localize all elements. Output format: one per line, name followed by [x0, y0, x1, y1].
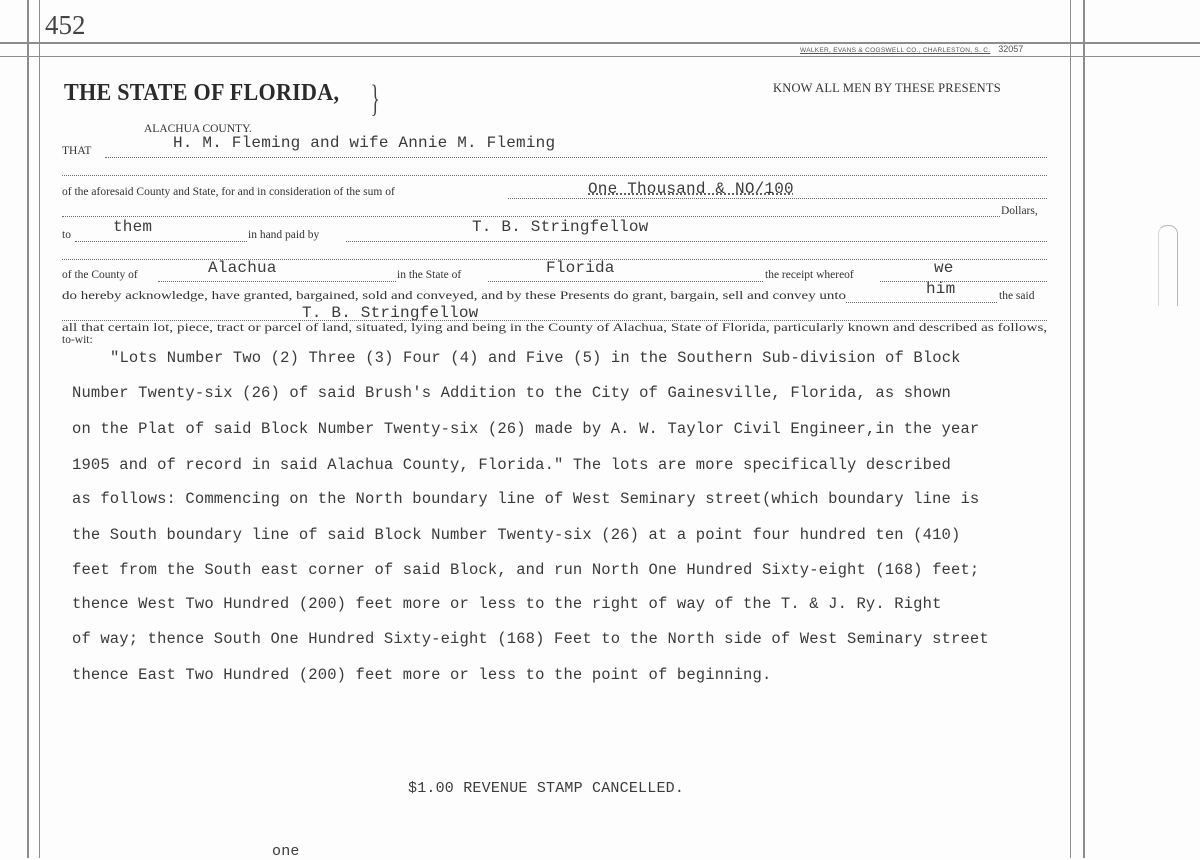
to-dotline — [75, 241, 247, 242]
county-of-label: of the County of — [62, 269, 138, 281]
paid-by-label: in hand paid by — [248, 229, 320, 241]
state-dotline — [488, 281, 763, 282]
consideration-label: of the aforesaid County and State, for and in consideration of the sum of — [62, 186, 395, 198]
description-line: thence East Two Hundred (200) feet more or less to the point of beginning. — [72, 666, 772, 684]
paid-by-value: T. B. Stringfellow — [472, 218, 649, 236]
paid-by-dotline — [346, 241, 1047, 242]
description-line: Number Twenty-six (26) of said Brush's Addition to the City of Gainesville, Florida, as shown — [72, 384, 951, 402]
printer-name: WALKER, EVANS & COGSWELL CO., CHARLESTON, S. C. — [800, 47, 991, 54]
margin-rule-right-outer — [1083, 0, 1085, 858]
state-title: THE STATE OF FLORIDA, — [64, 80, 340, 106]
land-label: all that certain lot, piece, tract or parcel of land, situated, lying and being in the County of Alachua, State of Florida, particularly known and described as follows, — [62, 322, 1048, 334]
know-all-men: KNOW ALL MEN BY THESE PRESENTS — [773, 81, 1001, 95]
form-number: 32057 — [998, 44, 1024, 54]
margin-rule-left-outer — [27, 0, 29, 858]
description-line: as follows: Commencing on the North boundary line of West Seminary street(which boundary line is — [72, 490, 980, 508]
dollars-label: Dollars, — [1001, 205, 1038, 217]
state-of-label: in the State of — [397, 269, 462, 281]
description-line: 1905 and of record in said Alachua County, Florida." The lots are more specifically described — [72, 456, 951, 474]
blank-dotline-1 — [62, 175, 1047, 176]
grantors-value: H. M. Fleming and wife Annie M. Fleming — [173, 134, 556, 152]
description-line: the South boundary line of said Block Number Twenty-six (26) at a point four hundred ten (410) — [72, 526, 961, 544]
county-heading: ALACHUA COUNTY. — [144, 123, 252, 135]
description-line: on the Plat of said Block Number Twenty-six (26) made by A. W. Taylor Civil Engineer,in the year — [72, 420, 980, 438]
receipt-dotline — [880, 281, 1047, 282]
that-dotline — [105, 157, 1047, 158]
header-rule-bottom — [0, 56, 1200, 57]
staple-mark-icon — [1158, 225, 1178, 306]
county-value: Alachua — [208, 259, 277, 277]
convey-dotline — [846, 302, 997, 303]
convey-value: him — [926, 280, 956, 298]
receipt-value: we — [934, 259, 954, 277]
receipt-label: the receipt whereof — [765, 269, 854, 281]
grantee-dotline — [62, 320, 1047, 321]
dollars-dotline — [62, 216, 1000, 217]
description-line: of way; thence South One Hundred Sixty-eight (168) Feet to the North side of West Seminary street — [72, 630, 989, 648]
margin-rule-right-inner — [1070, 0, 1071, 858]
brace-icon: } — [370, 78, 380, 120]
to-value: them — [113, 218, 153, 236]
grantee-value: T. B. Stringfellow — [302, 304, 479, 322]
sum-value: One Thousand & NO/100 — [588, 180, 794, 198]
page-number: 452 — [45, 10, 86, 40]
county-dotline — [158, 281, 396, 282]
printer-imprint — [800, 44, 1023, 54]
acknowledge-label: do hereby acknowledge, have granted, bargained, sold and conveyed, and by these Presents do grant, bargain, sell and convey unto — [62, 290, 847, 302]
margin-rule-left-inner — [39, 0, 40, 858]
that-label: THAT — [62, 145, 92, 157]
the-said-label: the said — [999, 290, 1035, 302]
to-wit-label: to-wit: — [62, 334, 93, 346]
to-label: to — [62, 229, 71, 241]
description-line: thence West Two Hundred (200) feet more or less to the right of way of the T. & J. Ry. Right — [72, 595, 942, 613]
state-value: Florida — [546, 259, 615, 277]
description-line: "Lots Number Two (2) Three (3) Four (4) and Five (5) in the Southern Sub-division of Block — [110, 349, 961, 367]
consideration-dotline — [508, 198, 1047, 199]
description-line: feet from the South east corner of said Block, and run North One Hundred Sixty-eight (168) feet; — [72, 561, 980, 579]
revenue-stamp-note: $1.00 REVENUE STAMP CANCELLED. — [408, 780, 685, 797]
footer-word: one — [272, 843, 300, 860]
